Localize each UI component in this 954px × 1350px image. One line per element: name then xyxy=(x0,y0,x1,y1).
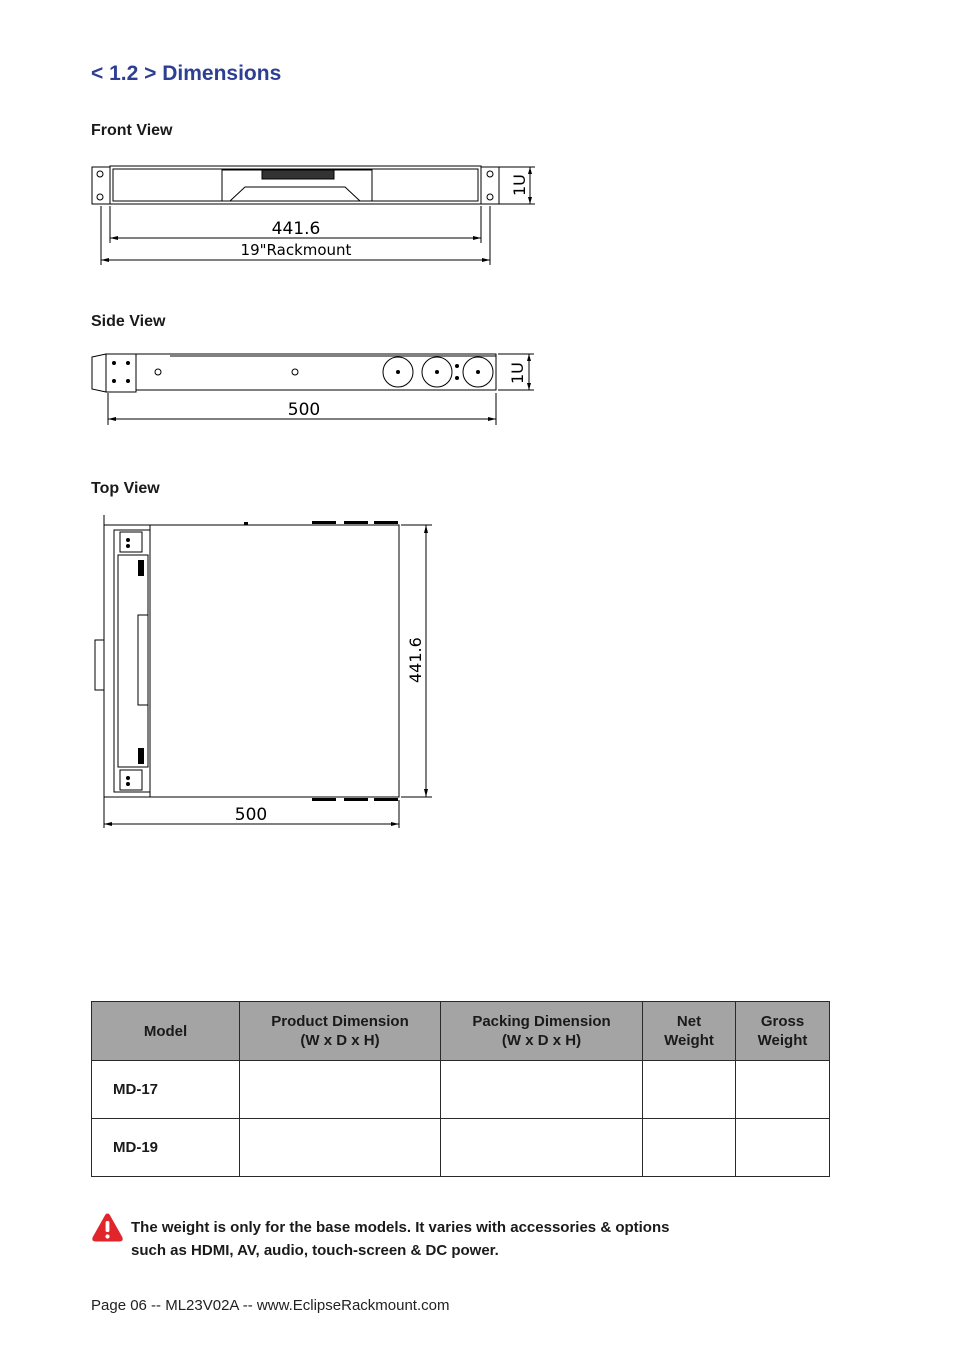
side-view-label: Side View xyxy=(91,313,166,330)
gross-weight-cell xyxy=(736,1119,830,1177)
spec-table xyxy=(91,1001,830,1177)
warning-icon xyxy=(91,1212,124,1243)
top-view-label: Top View xyxy=(91,480,160,497)
front-view-label: Front View xyxy=(91,122,173,139)
side-depth-dim: 500 xyxy=(287,400,321,420)
net-weight-cell xyxy=(643,1119,736,1177)
side-height-dim: 1U xyxy=(508,362,527,384)
front-height-dim: 1U xyxy=(510,174,529,196)
model-cell: MD-17 xyxy=(92,1061,240,1119)
table-header-row xyxy=(92,1002,830,1061)
page-footer: Page 06 -- ML23V02A -- www.EclipseRackmount.com xyxy=(91,1297,450,1314)
table-row xyxy=(92,1119,830,1177)
front-width-dim: 441.6 xyxy=(271,219,321,239)
packing-dimension-cell xyxy=(441,1119,643,1177)
front-rack-dim: 19"Rackmount xyxy=(240,241,352,259)
top-depth-dim: 500 xyxy=(234,805,268,825)
product-dimension-cell xyxy=(240,1061,441,1119)
header-product-dimension: Product Dimension (W x D x H) xyxy=(240,1002,441,1061)
section-title: < 1.2 > Dimensions xyxy=(91,62,282,85)
product-dimension-cell xyxy=(240,1119,441,1177)
top-width-dim: 441.6 xyxy=(406,637,425,683)
header-packing-dimension: Packing Dimension (W x D x H) xyxy=(441,1002,643,1061)
header-net-weight: Net Weight xyxy=(643,1002,736,1061)
table-row xyxy=(92,1061,830,1119)
packing-dimension-cell xyxy=(441,1061,643,1119)
net-weight-cell xyxy=(643,1061,736,1119)
note-text: The weight is only for the base models. It varies with accessories & options such as HDMI, AV, audio, touch-screen & DC power. xyxy=(131,1219,670,1259)
header-gross-weight: Gross Weight xyxy=(736,1002,830,1061)
gross-weight-cell xyxy=(736,1061,830,1119)
model-cell: MD-19 xyxy=(92,1119,240,1177)
header-model: Model xyxy=(92,1002,240,1061)
